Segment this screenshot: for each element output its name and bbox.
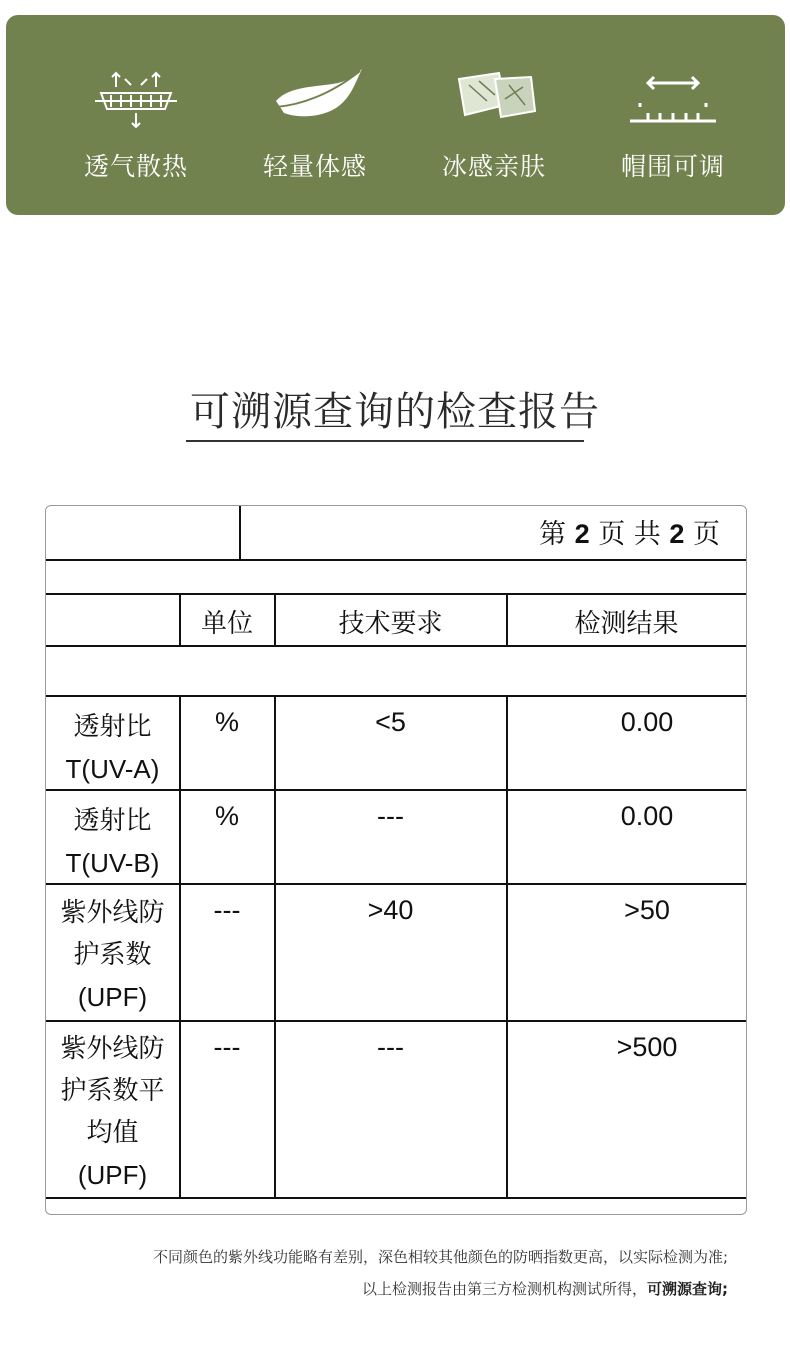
feature-adjustable	[588, 65, 758, 205]
column-header-requirement: 技术要求	[338, 609, 443, 639]
ice-cube-icon	[439, 65, 549, 135]
table-row-unit: %	[214, 707, 239, 737]
item-line: (UPF)	[77, 982, 148, 1012]
item-line: 透射比	[73, 712, 152, 742]
table-row-result: >50	[624, 895, 670, 925]
footnote-text: 以上检测报告由第三方检测机构测试所得，	[361, 1280, 647, 1298]
table-rule	[239, 506, 241, 560]
table-row-result: 0.00	[620, 707, 674, 737]
item-line: 均值	[86, 1118, 139, 1148]
table-row-unit: ---	[213, 1032, 241, 1062]
section-heading: 可溯源查询的检查报告	[190, 389, 600, 435]
heading-underline	[186, 440, 584, 442]
feature-breathable	[51, 65, 221, 205]
table-row-requirement: >40	[367, 895, 414, 925]
feature-label: 冰感亲肤	[441, 152, 546, 181]
feature-label: 帽围可调	[620, 152, 725, 181]
feather-icon	[260, 65, 370, 135]
table-rule	[46, 1020, 746, 1022]
item-line: 紫外线防	[60, 1034, 165, 1064]
table-row-unit: %	[214, 801, 239, 831]
table-row-requirement: <5	[375, 707, 406, 737]
page-middle: 页 共	[598, 519, 661, 550]
item-line: T(UV-B)	[65, 848, 160, 878]
test-report	[45, 505, 747, 1215]
table-row-item	[46, 892, 179, 1018]
page-total: 2	[669, 519, 685, 549]
footnote-emphasis: 可溯源查询;	[647, 1280, 728, 1298]
page-indicator	[539, 512, 720, 551]
table-row-requirement: ---	[377, 801, 404, 831]
table-row-item	[46, 800, 179, 884]
table-rule	[274, 695, 276, 1198]
item-line: (UPF)	[77, 1160, 148, 1190]
table-row-requirement: ---	[377, 1032, 404, 1062]
feature-banner	[6, 15, 785, 215]
item-line: T(UV-A)	[65, 754, 160, 784]
table-row-item	[46, 1028, 179, 1196]
table-rule	[506, 695, 508, 1198]
table-rule	[46, 593, 746, 595]
page-suffix: 页	[693, 519, 720, 550]
table-rule	[46, 559, 746, 561]
item-line: 紫外线防	[60, 898, 165, 928]
table-rule	[46, 695, 746, 697]
page-current: 2	[574, 519, 590, 549]
table-rule	[179, 695, 181, 1198]
column-header-unit: 单位	[200, 609, 253, 639]
feature-label: 轻量体感	[262, 152, 367, 181]
table-rule	[46, 1197, 746, 1199]
item-line: 护系数	[73, 940, 152, 970]
table-rule	[46, 645, 746, 647]
item-line: 透射比	[73, 806, 152, 836]
table-row-item	[46, 706, 179, 790]
column-header-result: 检测结果	[574, 609, 679, 639]
table-row-result: 0.00	[620, 801, 674, 831]
page-prefix: 第	[538, 519, 566, 550]
footnote-traceable	[362, 1278, 728, 1299]
table-row-unit: ---	[213, 895, 241, 925]
feature-lightweight	[230, 65, 400, 205]
adjustable-size-icon	[618, 65, 728, 135]
item-line: 护系数平	[60, 1076, 165, 1106]
breathable-fabric-icon	[81, 65, 191, 135]
feature-label: 透气散热	[83, 152, 188, 181]
table-row-result: >500	[616, 1032, 678, 1062]
footnote-color-difference: 不同颜色的紫外线功能略有差别，深色相较其他颜色的防晒指数更高，以实际检测为准;	[152, 1248, 728, 1266]
feature-ice-feel	[409, 65, 579, 205]
